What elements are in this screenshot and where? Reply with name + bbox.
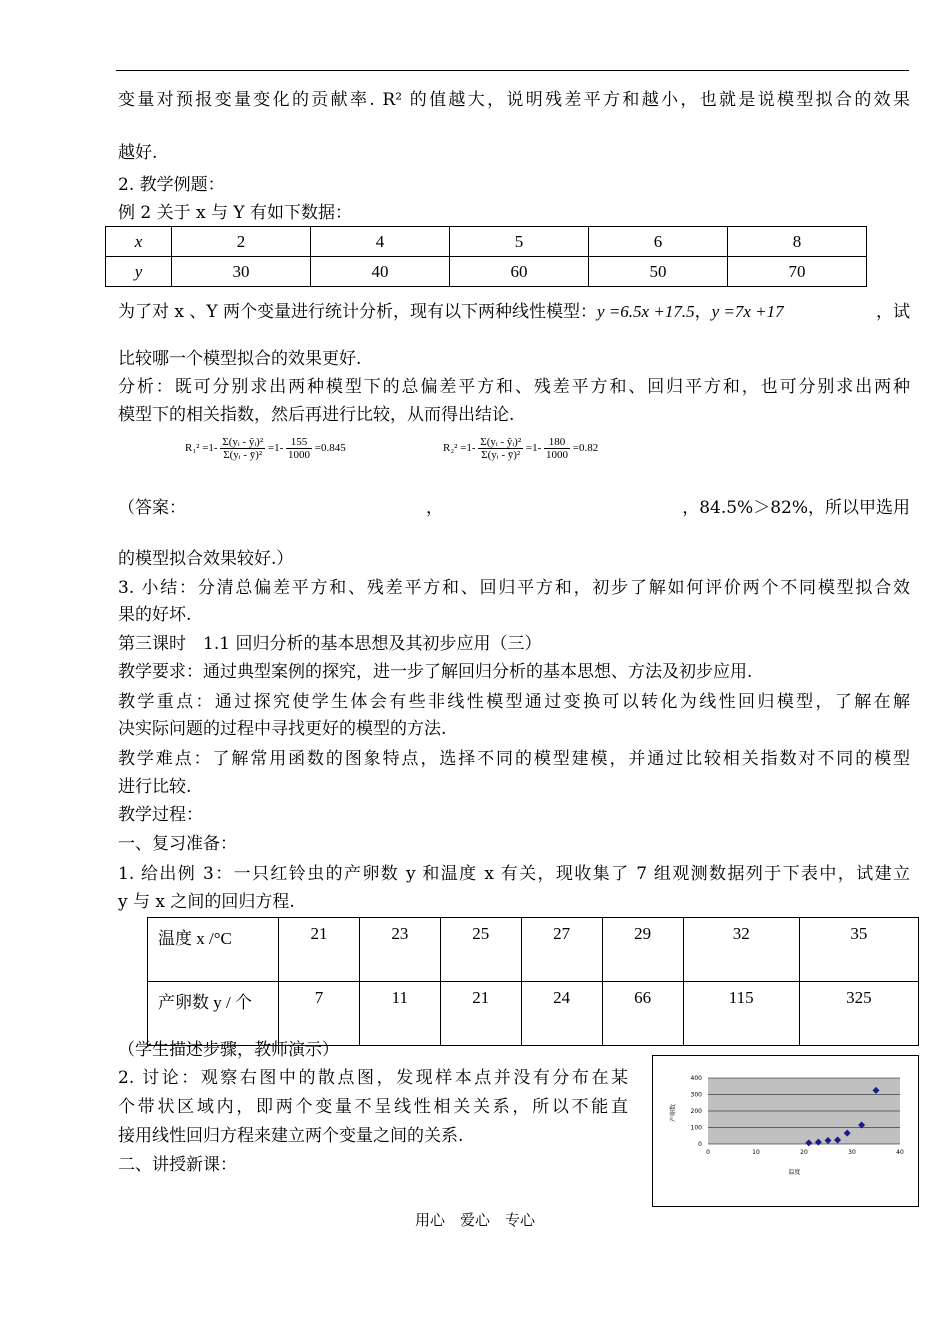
para-line-2: 越好. xyxy=(118,143,158,163)
formula-r1-result: =0.845 xyxy=(314,442,346,455)
table-cell: 7 xyxy=(279,982,360,1046)
x-tick-label: 0 xyxy=(706,1149,710,1156)
x-tick-labels xyxy=(706,1149,904,1156)
table-cell: 24 xyxy=(521,982,602,1046)
process-heading: 教学过程： xyxy=(118,805,203,825)
answer-comma: ， xyxy=(426,498,443,518)
table-cell: 27 xyxy=(521,918,602,982)
answer-line xyxy=(118,496,910,520)
model-2: y =7x +17 xyxy=(711,302,784,321)
discussion-line-1: 2. 讨论：观察右图中的散点图，发现样本点并没有分布在某 xyxy=(118,1068,628,1088)
formula-r1-frac xyxy=(220,436,265,461)
y-tick-label: 300 xyxy=(690,1091,702,1099)
para-compare: 比较哪一个模型拟合的效果更好. xyxy=(118,349,362,369)
formula-r1-num: Σ(yᵢ - ŷᵢ)² xyxy=(222,436,264,448)
lesson-title: 第三课时 1.1 回归分析的基本思想及其初步应用（三） xyxy=(118,634,542,654)
models-intro: 为了对 x 、Y 两个变量进行统计分析，现有以下两种线性模型： xyxy=(118,302,598,322)
scatter-chart xyxy=(653,1056,918,1206)
formula-r1-frac2 xyxy=(286,436,312,461)
example2-intro: 例 2 关于 x 与 Y 有如下数据： xyxy=(118,203,353,223)
keypoint-line-1: 教学重点：通过探究使学生体会有些非线性模型通过变换可以转化为线性回归模型，了解在解 xyxy=(118,692,910,712)
example3-line-1: 1. 给出例 3：一只红铃虫的产卵数 y 和温度 x 有关，现收集了 7 组观测数据列于下表中，试建立 xyxy=(118,864,910,884)
formula-r1-den: Σ(yᵢ - ȳ)² xyxy=(223,449,263,461)
x-tick-label: 20 xyxy=(800,1149,808,1156)
table-cell: 6 xyxy=(588,227,727,257)
answer-open: （答案： xyxy=(118,498,186,518)
models-line xyxy=(118,300,910,324)
difficulty-line-2: 进行比较. xyxy=(118,777,192,797)
review-heading: 一、复习准备： xyxy=(118,834,237,854)
keypoint-line-2: 决实际问题的过程中寻找更好的模型的方法. xyxy=(118,719,447,739)
table-row xyxy=(148,982,919,1046)
formula-r2-den: Σ(yᵢ - ȳ)² xyxy=(481,449,521,461)
discussion-line-3: 接用线性回归方程来建立两个变量之间的关系. xyxy=(118,1126,464,1146)
y-axis-label: 产卵数 xyxy=(670,1103,677,1123)
table-cell: 5 xyxy=(449,227,588,257)
row-label-y: y xyxy=(106,257,172,287)
summary-line-1: 3. 小结：分清总偏差平方和、残差平方和、回归平方和，初步了解如何评价两个不同模型拟合效 xyxy=(118,578,910,598)
formula-r1-lhs: R₁² =1- xyxy=(185,442,218,455)
table-cell: 30 xyxy=(172,257,311,287)
y-tick-labels xyxy=(691,1075,703,1148)
formula-r2-fden: 1000 xyxy=(546,449,569,461)
y-tick-label: 0 xyxy=(698,1141,702,1148)
x-tick-label: 10 xyxy=(752,1149,760,1156)
y-tick-label: 400 xyxy=(690,1075,702,1082)
requirement-line: 教学要求：通过典型案例的探究，进一步了解回归分析的基本思想、方法及初步应用. xyxy=(118,662,753,682)
comma: ， xyxy=(694,302,712,322)
table-cell: 25 xyxy=(440,918,521,982)
table-cell: 29 xyxy=(602,918,683,982)
table-cell: 66 xyxy=(602,982,683,1046)
answer-tail: ，84.5%＞82%，所以甲选用 xyxy=(682,498,910,518)
formula-r1-mid: =1- xyxy=(267,442,284,455)
table-cell: 70 xyxy=(727,257,866,287)
formula-r1-fnum: 155 xyxy=(286,436,312,449)
formula-r2-mid: =1- xyxy=(525,442,542,455)
data-table-example3 xyxy=(147,917,919,1046)
row-label-x: x xyxy=(106,227,172,257)
formula-r2-result: =0.82 xyxy=(572,442,599,455)
footer-motto: 用心 爱心 专心 xyxy=(414,1211,535,1229)
table-cell: 115 xyxy=(683,982,799,1046)
discussion-line-2: 个带状区域内，即两个变量不呈线性相关关系，所以不能直 xyxy=(118,1097,628,1117)
formula-r1 xyxy=(185,436,346,461)
formula-r1-fden: 1000 xyxy=(288,449,311,461)
example3-line-2: y 与 x 之间的回归方程. xyxy=(118,892,295,912)
x-tick-label: 40 xyxy=(896,1149,904,1156)
y-tick-label: 200 xyxy=(690,1108,702,1115)
table-cell: 11 xyxy=(359,982,440,1046)
data-table-example2 xyxy=(105,226,867,287)
table-row xyxy=(106,257,867,287)
table-cell: 23 xyxy=(359,918,440,982)
table-cell: 40 xyxy=(310,257,449,287)
row-label-temp: 温度 x /°C xyxy=(148,918,279,982)
new-lesson-heading: 二、讲授新课： xyxy=(118,1155,237,1175)
table-cell: 50 xyxy=(588,257,727,287)
model-1: y =6.5x +17.5 xyxy=(597,302,695,321)
student-note: （学生描述步骤，教师演示） xyxy=(118,1040,339,1060)
table-cell: 60 xyxy=(449,257,588,287)
table-cell: 2 xyxy=(172,227,311,257)
formula-r2-lhs: R₂² =1- xyxy=(443,442,476,455)
models-tail: ，试 xyxy=(876,302,910,322)
table-cell: 21 xyxy=(279,918,360,982)
formula-r2-num: Σ(yᵢ - ŷᵢ)² xyxy=(480,436,522,448)
header-rule xyxy=(116,70,909,71)
x-tick-label: 30 xyxy=(848,1149,856,1156)
table-cell: 4 xyxy=(310,227,449,257)
table-cell: 8 xyxy=(727,227,866,257)
row-label-eggs: 产卵数 y / 个 xyxy=(148,982,279,1046)
formula-r2 xyxy=(443,436,598,461)
table-row xyxy=(106,227,867,257)
x-axis-label: 温度 xyxy=(788,1169,801,1176)
scatter-chart-box xyxy=(652,1055,919,1207)
table-cell: 35 xyxy=(799,918,918,982)
para-line-1: 变量对预报变量变化的贡献率. R² 的值越大，说明残差平方和越小，也就是说模型拟合的效果 xyxy=(118,90,910,110)
formula-r2-frac2 xyxy=(544,436,570,461)
table-cell: 325 xyxy=(799,982,918,1046)
summary-line-2: 果的好坏. xyxy=(118,605,192,625)
y-tick-label: 100 xyxy=(690,1124,702,1132)
table-row xyxy=(148,918,919,982)
difficulty-line-1: 教学难点：了解常用函数的图象特点，选择不同的模型建模，并通过比较相关指数对不同的模型 xyxy=(118,749,910,769)
analysis-line-1: 分析：既可分别求出两种模型下的总偏差平方和、残差平方和、回归平方和，也可分别求出两种 xyxy=(118,377,910,397)
formula-r2-fnum: 180 xyxy=(544,436,570,449)
table-cell: 32 xyxy=(683,918,799,982)
table-cell: 21 xyxy=(440,982,521,1046)
heading-example: 2. 教学例题： xyxy=(118,175,225,195)
analysis-line-2: 模型下的相关指数，然后再进行比较，从而得出结论. xyxy=(118,405,515,425)
answer-end: 的模型拟合效果较好.） xyxy=(118,549,294,569)
formula-r2-frac xyxy=(478,436,523,461)
